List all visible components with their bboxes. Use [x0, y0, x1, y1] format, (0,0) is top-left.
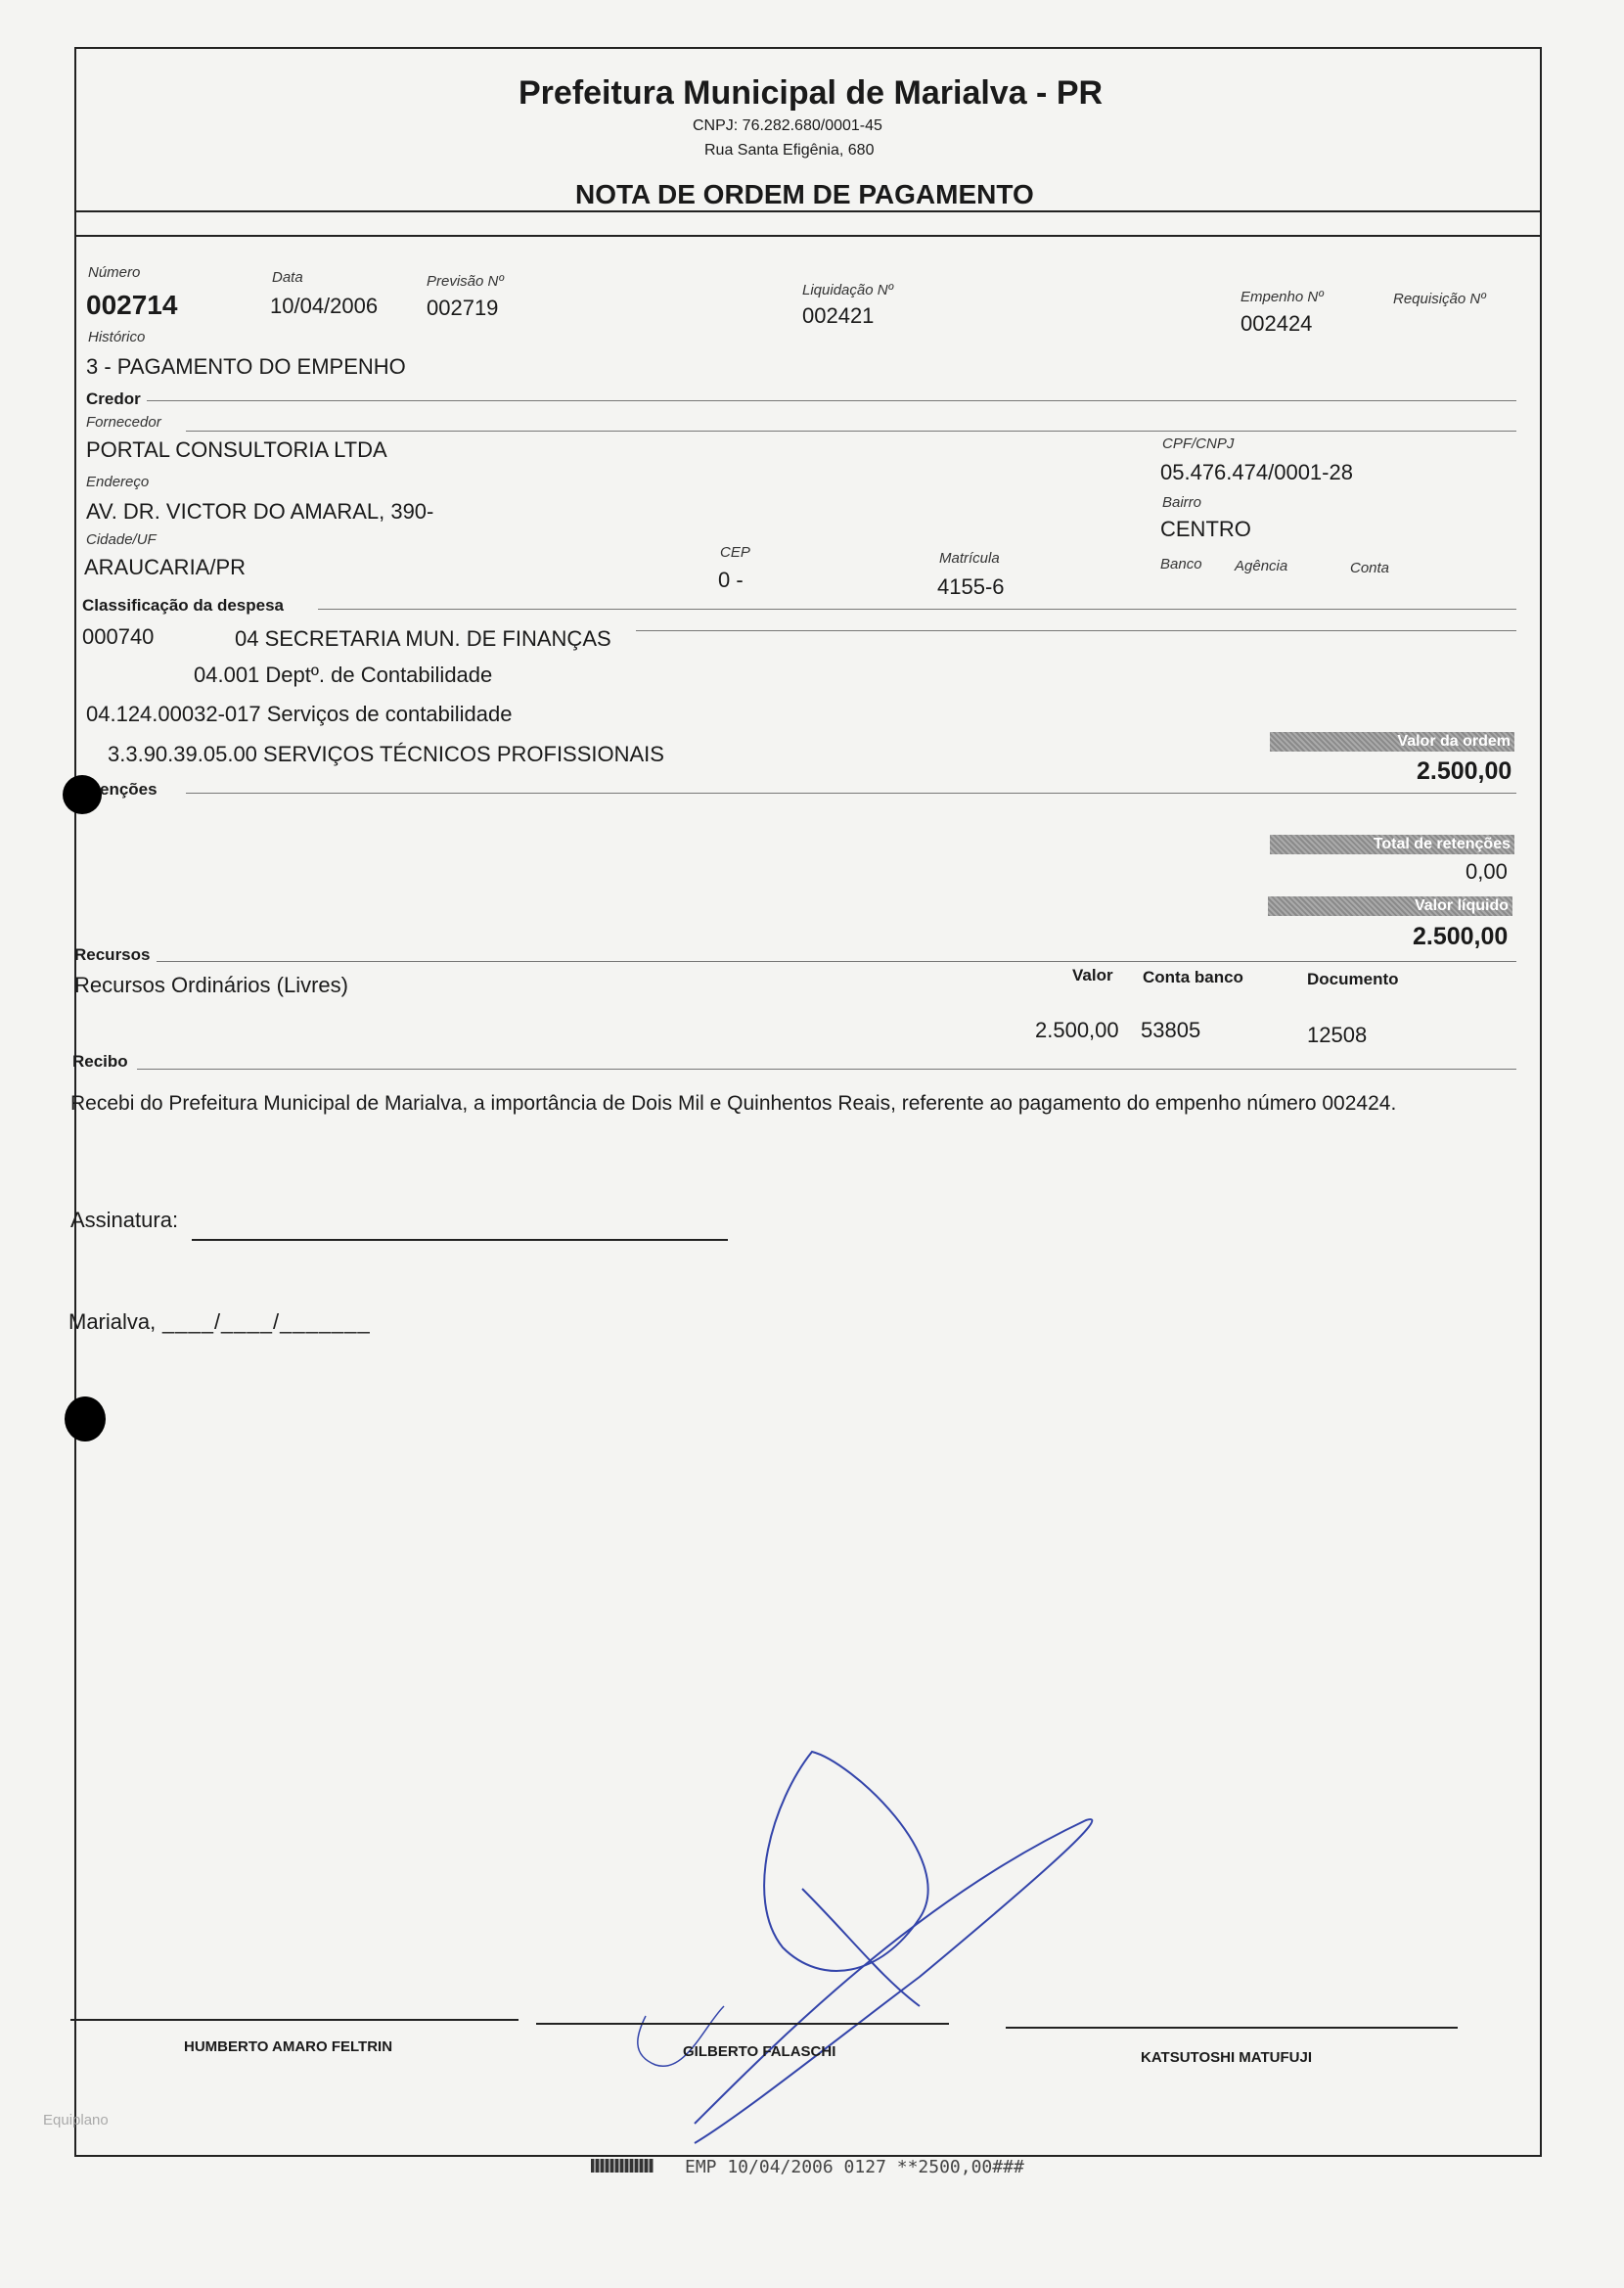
credor-rule: [147, 400, 1516, 401]
valor-liquido-label: Valor líquido: [1268, 896, 1512, 916]
liquidacao-label: Liquidação Nº: [802, 282, 894, 298]
historico-label: Histórico: [88, 329, 146, 345]
recibo-section: Recibo: [72, 1052, 128, 1071]
endereco-value: AV. DR. VICTOR DO AMARAL, 390-: [86, 499, 434, 524]
signature-line-1: [70, 2019, 519, 2021]
date-blank: ____/____/_______: [162, 1309, 371, 1334]
cnpj-line: CNPJ: 76.282.680/0001-45: [693, 117, 882, 134]
header-rule-2: [76, 235, 1540, 237]
fornecedor-value: PORTAL CONSULTORIA LTDA: [86, 437, 387, 462]
classificacao-code: 000740: [82, 624, 155, 649]
recurso-conta: 53805: [1141, 1018, 1201, 1042]
liquidacao-value: 002421: [802, 303, 875, 328]
cpf-value: 05.476.474/0001-28: [1160, 460, 1353, 484]
previsao-value: 002719: [427, 296, 499, 320]
data-value: 10/04/2006: [270, 294, 379, 318]
cidade-label: Cidade/UF: [86, 531, 157, 548]
cpf-label: CPF/CNPJ: [1162, 435, 1235, 452]
valor-ordem-label: Valor da ordem: [1270, 732, 1514, 752]
bairro-value: CENTRO: [1160, 517, 1251, 541]
retencoes-rule: [186, 793, 1516, 794]
conta-banco-col-label: Conta banco: [1143, 968, 1243, 986]
marialva-date-label: Marialva,: [68, 1309, 157, 1334]
cep-label: CEP: [720, 544, 750, 561]
recurso-valor: 2.500,00: [1035, 1018, 1119, 1042]
fornecedor-label: Fornecedor: [86, 414, 161, 431]
signatory-3: KATSUTOSHI MATUFUJI: [1141, 2049, 1312, 2066]
signatory-1: HUMBERTO AMARO FELTRIN: [184, 2038, 393, 2055]
bairro-label: Bairro: [1162, 494, 1202, 511]
servicos-value: 04.124.00032-017 Serviços de contabilidade: [86, 702, 513, 726]
endereco-label: Endereço: [86, 474, 150, 490]
retencoes-section: enções: [100, 780, 158, 799]
empenho-label: Empenho Nº: [1241, 289, 1324, 305]
signatory-2: GILBERTO FALASCHI: [683, 2043, 836, 2060]
recursos-section: Recursos: [74, 945, 151, 964]
assinatura-line: [192, 1239, 728, 1241]
documento-col-label: Documento: [1307, 970, 1399, 988]
signature-line-3: [1006, 2027, 1458, 2029]
punch-hole-mark: [63, 775, 102, 814]
fornecedor-rule: [186, 431, 1516, 432]
recursos-description: Recursos Ordinários (Livres): [74, 973, 348, 997]
total-retencoes-value: 0,00: [1466, 859, 1508, 884]
recibo-rule: [137, 1069, 1516, 1070]
conta-label: Conta: [1350, 560, 1390, 576]
document-title: NOTA DE ORDEM DE PAGAMENTO: [575, 179, 1034, 209]
banco-label: Banco: [1160, 556, 1202, 572]
valor-liquido-value: 2.500,00: [1413, 923, 1509, 950]
data-label: Data: [272, 269, 303, 286]
software-footer: Equiplano: [43, 2112, 109, 2128]
matricula-label: Matrícula: [939, 550, 1000, 567]
numero-label: Número: [88, 264, 141, 281]
recurso-documento: 12508: [1307, 1023, 1368, 1047]
empenho-value: 002424: [1241, 311, 1313, 336]
cidade-value: ARAUCARIA/PR: [84, 555, 247, 579]
numero-value: 002714: [86, 290, 178, 320]
requisicao-label: Requisição Nº: [1393, 291, 1486, 307]
assinatura-label: Assinatura:: [70, 1208, 179, 1232]
recursos-rule: [157, 961, 1516, 962]
bank-stamp-logo: [591, 2159, 654, 2173]
handwritten-signature: [626, 1742, 1115, 2153]
valor-ordem-value: 2.500,00: [1417, 757, 1512, 785]
dept-value: 04.001 Deptº. de Contabilidade: [194, 663, 493, 687]
punch-hole-mark: [65, 1396, 106, 1441]
elemento-value: 3.3.90.39.05.00 SERVIÇOS TÉCNICOS PROFISSIONAIS: [108, 742, 664, 766]
total-retencoes-label: Total de retenções: [1270, 835, 1514, 854]
classificacao-rule: [318, 609, 1516, 610]
cep-value: 0 -: [718, 568, 744, 592]
secretaria-value: 04 SECRETARIA MUN. DE FINANÇAS: [235, 626, 611, 651]
signature-line-2: [536, 2023, 949, 2025]
valor-col-label: Valor: [1072, 966, 1113, 984]
historico-value: 3 - PAGAMENTO DO EMPENHO: [86, 354, 406, 379]
agencia-label: Agência: [1235, 558, 1288, 574]
address-line: Rua Santa Efigênia, 680: [704, 142, 875, 159]
secretaria-rule: [636, 630, 1516, 631]
municipality-title: Prefeitura Municipal de Marialva - PR: [519, 74, 1104, 112]
previsao-label: Previsão Nº: [427, 273, 504, 290]
credor-section: Credor: [86, 389, 141, 408]
header-rule-1: [76, 210, 1540, 212]
matricula-value: 4155-6: [937, 574, 1005, 599]
bank-stamp-text: EMP 10/04/2006 0127 **2500,00###: [685, 2157, 1024, 2177]
classificacao-section: Classificação da despesa: [82, 596, 285, 615]
recibo-text: Recebi do Prefeitura Municipal de Marialva, a importância de Dois Mil e Quinhentos Reais, referente ao pagamento do empenho número 002424.: [70, 1092, 1397, 1115]
